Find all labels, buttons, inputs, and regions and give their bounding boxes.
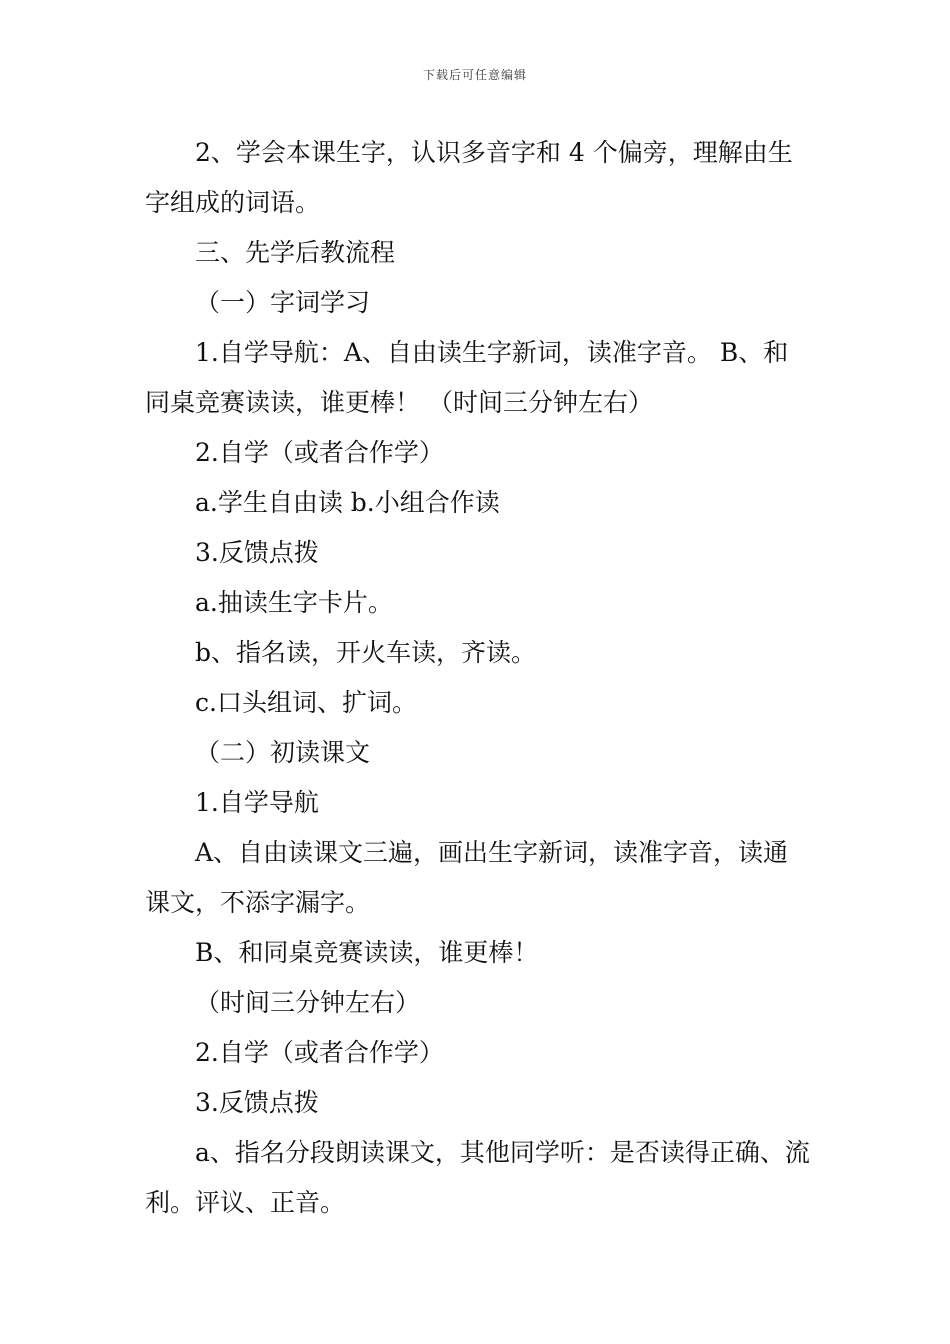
paragraph: b、指名读，开火车读，齐读。 bbox=[195, 638, 537, 667]
paragraph: 3.反馈点拨 bbox=[195, 1088, 319, 1117]
section-heading: 三、先学后教流程 bbox=[195, 238, 396, 267]
subsection-heading: （一）字词学习 bbox=[195, 288, 371, 317]
paragraph: B、和同桌竞赛读读，谁更棒！ bbox=[195, 938, 539, 967]
paragraph: a、指名分段朗读课文，其他同学听：是否读得正确、流利。评议、正音。 bbox=[145, 1138, 810, 1217]
paragraph: A、自由读课文三遍，画出生字新词，读准字音，读通课文，不添字漏字。 bbox=[145, 838, 789, 917]
paragraph: 3.反馈点拨 bbox=[195, 538, 319, 567]
paragraph: a.学生自由读 b.小组合作读 bbox=[195, 488, 500, 517]
subsection-heading: （二）初读课文 bbox=[195, 738, 371, 767]
paragraph: 2.自学（或者合作学） bbox=[195, 1038, 444, 1067]
paragraph: 2.自学（或者合作学） bbox=[195, 438, 444, 467]
page-header: 下载后可任意编辑 bbox=[422, 68, 527, 82]
paragraph: c.口头组词、扩词。 bbox=[195, 688, 417, 717]
paragraph: a.抽读生字卡片。 bbox=[195, 588, 393, 617]
paragraph: （时间三分钟左右） bbox=[195, 988, 421, 1017]
paragraph: 1.自学导航 bbox=[195, 788, 319, 817]
paragraph: 2、学会本课生字，认识多音字和 4 个偏旁，理解由生字组成的词语。 bbox=[145, 138, 793, 217]
paragraph: 1.自学导航：A、自由读生字新词，读准字音。 B、和同桌竞赛读读，谁更棒！ （时间三分钟左右） bbox=[145, 338, 789, 417]
document-body bbox=[145, 128, 810, 1228]
